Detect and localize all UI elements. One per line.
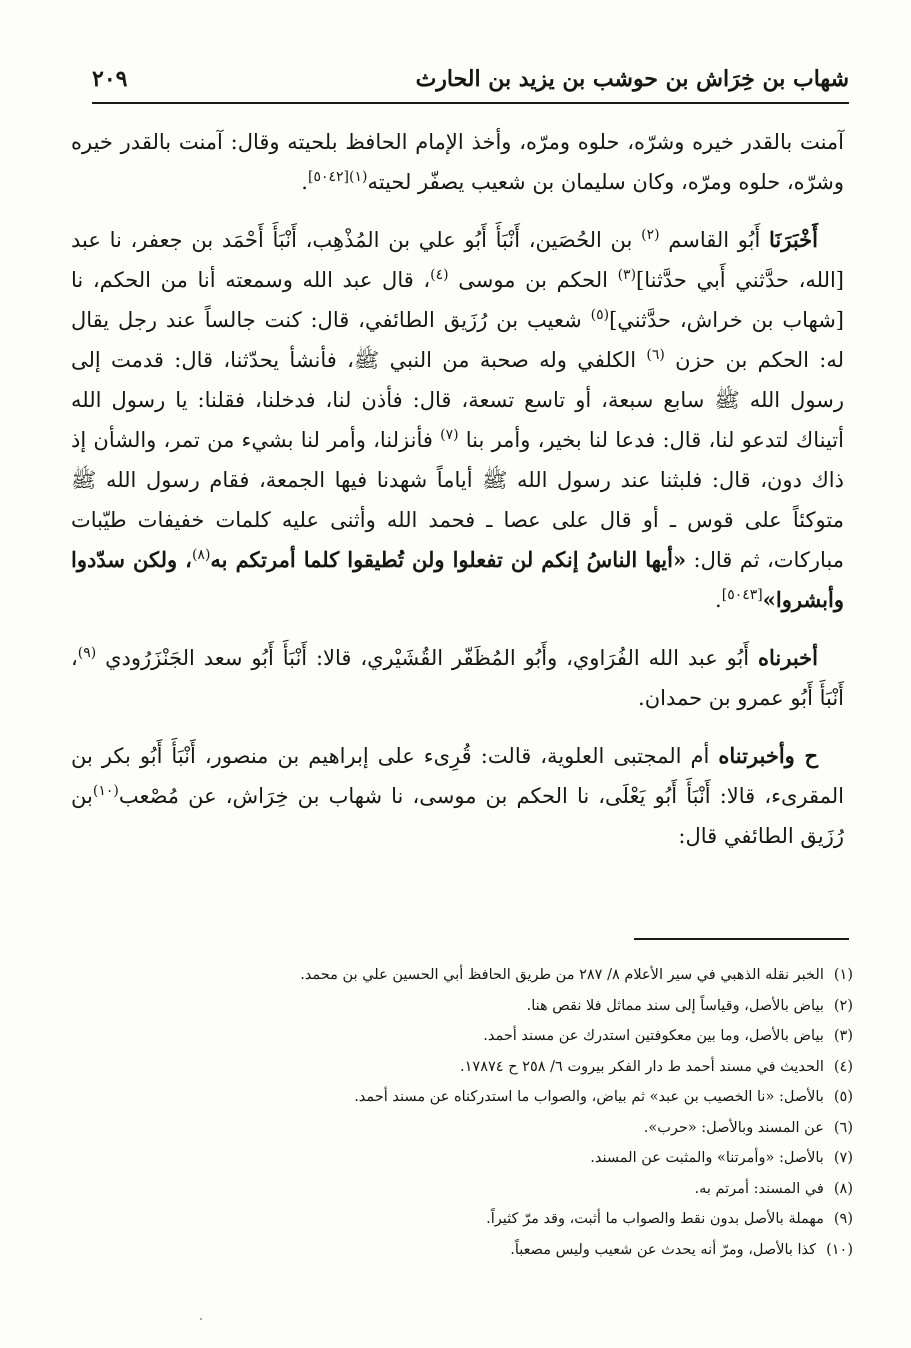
footnote-ref: (٨) [191, 547, 211, 563]
footnote-text: الخبر نقله الذهبي في سير الأعلام ٨/ ٢٨٧ من طريق الحافظ أبي الحسين علي بن محمد. [300, 967, 824, 983]
scan-speck [200, 1318, 202, 1320]
text-run: . [301, 170, 308, 194]
footnote-ref: (١٠) [92, 783, 119, 799]
footnote-text: في المسند: أمرتم به. [694, 1180, 824, 1197]
footnote-item [93, 1021, 853, 1052]
footnote-number: (٨) [833, 1180, 853, 1197]
footnote-text: بالأصل: «وأمرتنا» والمثبت عن المسند. [590, 1150, 824, 1166]
footnote-ref: [٥٠٤٣] [721, 587, 763, 603]
footnote-item [93, 960, 853, 991]
text-run: الكلفي وله صحبة من النبي ﷺ، فأنشأ يحدّثنا، قال: قدمت إلى رسول الله ﷺ سابع سبعة، أو تاسع تسعة، قال: فأذن لنا، فدخلنا، فقلنا: يا رسول الله أتيناك لتدعو لنا، قال: فدعا لنا بخير، وأمر بنا [71, 348, 844, 452]
footnotes [93, 960, 853, 1265]
footnote-item [93, 1174, 853, 1205]
footnote-text: بياض بالأصل، وقياساً إلى سند مماثل فلا نقص هنا. [526, 997, 824, 1014]
footnote-item [93, 991, 853, 1022]
text-run: بن رُزَيق الطائفي قال: [71, 784, 844, 848]
footnote-separator [634, 938, 849, 940]
hadith-text: «أيها الناسُ إنكم لن تفعلوا ولن تُطيقوا كلما أمرتكم به [210, 547, 687, 572]
footnote-item [93, 1235, 853, 1266]
text-run: أم المجتبى العلوية، قالت: قُرِىء على إبراهيم بن منصور، أَنْبَأَ أَبُو بكر بن المقرىء، قالا: أَنْبَأَ أَبُو يَعْلَى، نا الحكم بن موسى، نا شهاب بن خِرَاش، عن مُصْعب [71, 744, 844, 808]
footnote-number: (٦) [833, 1119, 853, 1136]
chain-lead-word: ح وأخبرتناه [718, 743, 818, 768]
text-run: ، أَنْبَأَ أَبُو عمرو بن حمدان. [71, 646, 844, 710]
footnote-number: (٢) [833, 997, 853, 1014]
footnote-number: (٣) [833, 1028, 853, 1044]
footnote-text: الحديث في مسند أحمد ط دار الفكر بيروت ٦/ ٢٥٨ ح ١٧٨٧٤. [460, 1058, 824, 1075]
footnote-number: (٩) [833, 1211, 853, 1227]
footnote-ref: (٥) [590, 307, 610, 323]
paragraph [71, 638, 844, 718]
text-run: بن الحُصَين، أَنْبَأَ أَبُو علي بن المُذْهِب، أَنْبَأَ أَحْمَد بن جعفر، نا عبد [الله، حدَّثني أَبي حدَّثنا] [71, 228, 844, 292]
text-run: أَبُو عبد الله الفُرَاوي، وأَبُو المُظَفّر القُشَيْري، قالا: أَنْبَأَ أَبُو سعد الجَنْزَرُودي [96, 646, 758, 670]
footnote-text: عن المسند وبالأصل: «حرب». [643, 1119, 824, 1136]
footnote-text: بالأصل: «نا الخصيب بن عبد» ثم بياض، والصواب ما استدركناه عن مسند أحمد. [354, 1089, 824, 1105]
chain-lead-word: أخبرناه [758, 645, 818, 670]
text-run: آمنت بالقدر خيره وشرّه، حلوه ومرّه، وأخذ الإمام الحافظ بلحيته وقال: آمنت بالقدر خيره وشرّه، حلوه ومرّه، وكان سليمان بن شعيب يصفّر لحيته [71, 130, 844, 194]
footnote-text: بياض بالأصل، وما بين معكوفتين استدرك عن مسند أحمد. [483, 1028, 824, 1044]
footnote-item [93, 1052, 853, 1083]
running-header [92, 60, 849, 104]
hadith-text: ، ولكن سدّدوا وأبشروا» [71, 547, 844, 612]
paragraph [71, 220, 844, 620]
main-text [71, 122, 844, 874]
footnote-number: (١) [833, 967, 853, 983]
footnote-item [93, 1143, 853, 1174]
text-run: . [715, 588, 722, 612]
footnote-number: (٥) [833, 1089, 853, 1105]
running-title: شهاب بن خِرَاش بن حوشب بن يزيد بن الحارث [415, 66, 849, 92]
footnote-number: (٧) [833, 1150, 853, 1166]
footnote-number: (٤) [833, 1058, 853, 1075]
text-run: أَبُو القاسم [659, 228, 770, 252]
footnote-ref: (٣) [617, 267, 637, 283]
text-run: فأنزلنا، وأمر لنا بشيء من تمر، والشأن إذ ذاك دون، قال: فلبثنا عند رسول الله ﷺ أياماً شهدنا فيها الجمعة، فقام رسول الله ﷺ متوكئاً على قوس ـ أو قال على عصا ـ فحمد الله وأثنى عليه كلمات خفيفات طيّبات مباركات، ثم قال: [71, 428, 845, 572]
footnote-item [93, 1113, 853, 1144]
footnote-ref: (٩) [77, 645, 97, 661]
footnote-item [93, 1082, 853, 1113]
page-number: ٢٠٩ [92, 66, 128, 92]
text-run: شعيب بن رُزَيق الطائفي، قال: كنت جالساً عند رجل يقال له: الحكم بن حزن [71, 308, 844, 372]
footnote-ref: (٧) [440, 427, 459, 443]
chain-lead-word: أَخْبَرَنَا [769, 227, 818, 252]
footnote-ref: (٤) [430, 267, 449, 283]
footnote-number: (١٠) [826, 1241, 853, 1258]
footnote-ref: (٦) [646, 347, 665, 363]
footnote-item [93, 1204, 853, 1235]
text-run: ، قال عبد الله وسمعته أنا من الحكم، نا [شهاب بن خراش، حدَّثني] [71, 268, 844, 332]
text-run: الحكم بن موسى [448, 268, 618, 292]
paragraph [71, 736, 844, 856]
footnote-text: مهملة بالأصل بدون نقط والصواب ما أثبت، وقد مرّ كثيراً. [486, 1211, 824, 1227]
footnote-text: كذا بالأصل، ومرّ أنه يحدث عن شعيب وليس مصعباً. [510, 1241, 817, 1258]
footnote-ref: (٢) [641, 227, 660, 243]
paragraph [71, 122, 844, 202]
footnote-ref: (١)[٥٠٤٢] [307, 169, 368, 185]
